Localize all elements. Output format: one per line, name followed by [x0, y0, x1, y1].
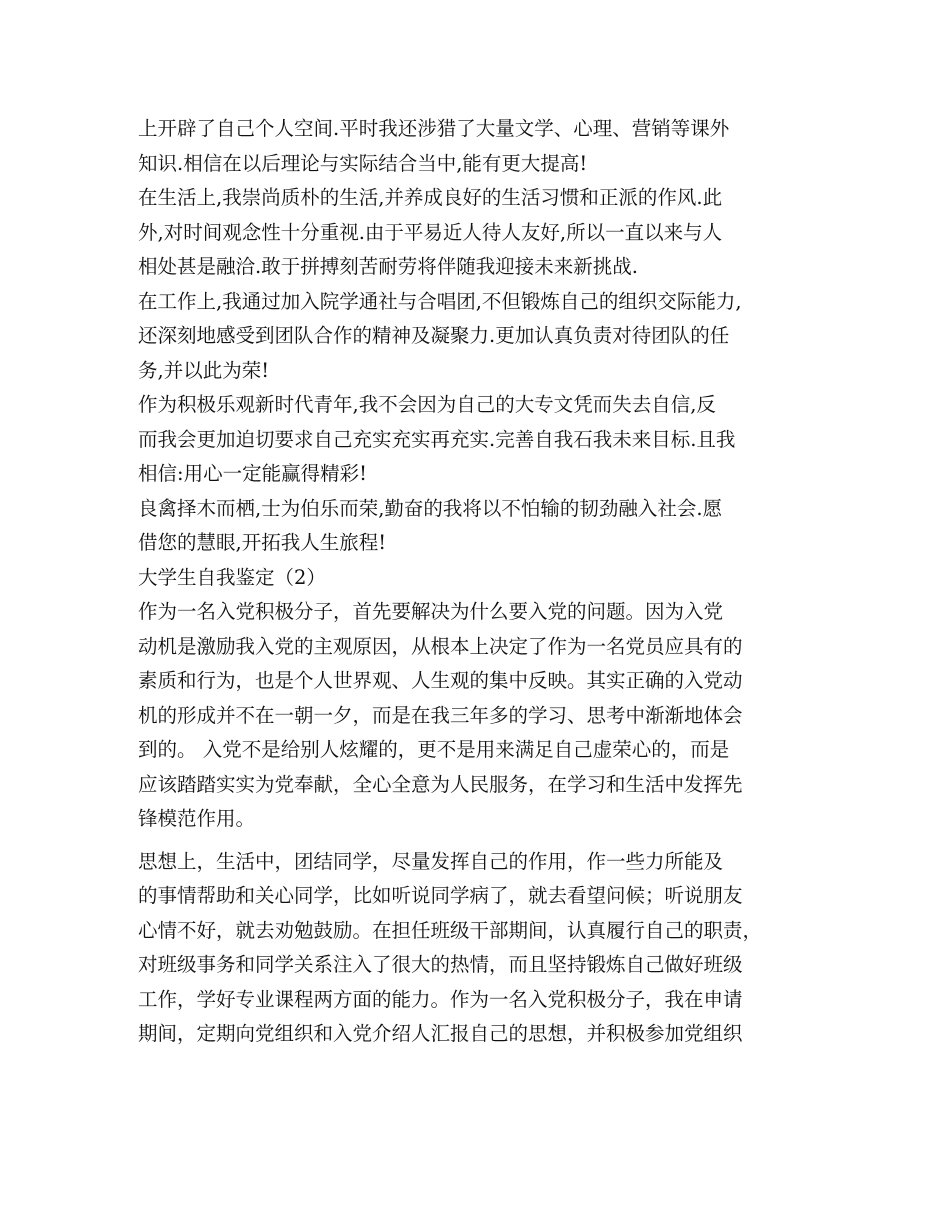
text-line: 相信:用心一定能赢得精彩! [138, 462, 367, 485]
paragraph-gap [138, 837, 822, 845]
text-line: 到的。 入党不是给别人炫耀的，更不是用来满足自己虚荣心的，而是 [138, 738, 730, 761]
text-line: 对班级事务和同学关系注入了很大的热情，而且坚持锻炼自己做好班级 [138, 953, 743, 976]
text-line: 期间，定期向党组织和入党介绍人汇报自己的思想，并积极参加党组织 [138, 1022, 743, 1045]
document-body [138, 112, 822, 1052]
text-line: 心情不好，就去劝勉鼓励。在担任班级干部期间，认真履行自己的职责， [138, 918, 763, 942]
text-line: 素质和行为，也是个人世界观、人生观的集中反映。其实正确的入党动 [138, 669, 743, 692]
text-line: 借您的慧眼,开拓我人生旅程! [138, 531, 387, 554]
text-line: 作为积极乐观新时代青年,我不会因为自己的大专文凭而失去自信,反 [138, 393, 716, 416]
section-heading: 大学生自我鉴定（2） [138, 565, 326, 589]
text-line: 作为一名入党积极分子，首先要解决为什么要入党的问题。因为入党 [138, 600, 724, 623]
text-line: 相处甚是融洽.敢于拼搏刻苦耐劳将伴随我迎接未来新挑战. [138, 255, 638, 278]
text-line: 还深刻地感受到团队合作的精神及凝聚力.更加认真负责对待团队的任 [138, 324, 730, 347]
text-line: 而我会更加迫切要求自己充实充实再充实.完善自我石我未来目标.且我 [138, 427, 736, 451]
text-line: 知识.相信在以后理论与实际结合当中,能有更大提高! [138, 151, 588, 175]
text-line: 在生活上,我崇尚质朴的生活,并养成良好的生活习惯和正派的作风.此 [138, 186, 723, 209]
text-line: 良禽择木而栖,士为伯乐而荣,勤奋的我将以不怕输的韧劲融入社会.愿 [138, 496, 723, 520]
text-line: 机的形成并不在一朝一夕，而是在我三年多的学习、思考中渐渐地体会 [138, 703, 743, 727]
text-line: 动机是激励我入党的主观原因，从根本上决定了作为一名党员应具有的 [138, 634, 743, 658]
text-line: 工作，学好专业课程两方面的能力。作为一名入党积极分子，我在申请 [138, 987, 743, 1011]
text-line: 的事情帮助和关心同学，比如听说同学病了，就去看望问候；听说朋友 [138, 884, 743, 907]
text-line: 务,并以此为荣! [138, 358, 270, 382]
text-line: 锋模范作用。 [138, 807, 256, 830]
text-line: 在工作上,我通过加入院学通社与合唱团,不但锻炼自己的组织交际能力, [138, 289, 742, 313]
text-line: 上开辟了自己个人空间.平时我还涉猎了大量文学、心理、营销等课外 [138, 117, 730, 140]
text-line: 外,对时间观念性十分重视.由于平易近人待人友好,所以一直以来与人 [138, 220, 723, 244]
text-line: 应该踏踏实实为党奉献，全心全意为人民服务，在学习和生活中发挥先 [138, 772, 743, 796]
text-line: 思想上，生活中，团结同学，尽量发挥自己的作用，作一些力所能及 [138, 849, 724, 873]
